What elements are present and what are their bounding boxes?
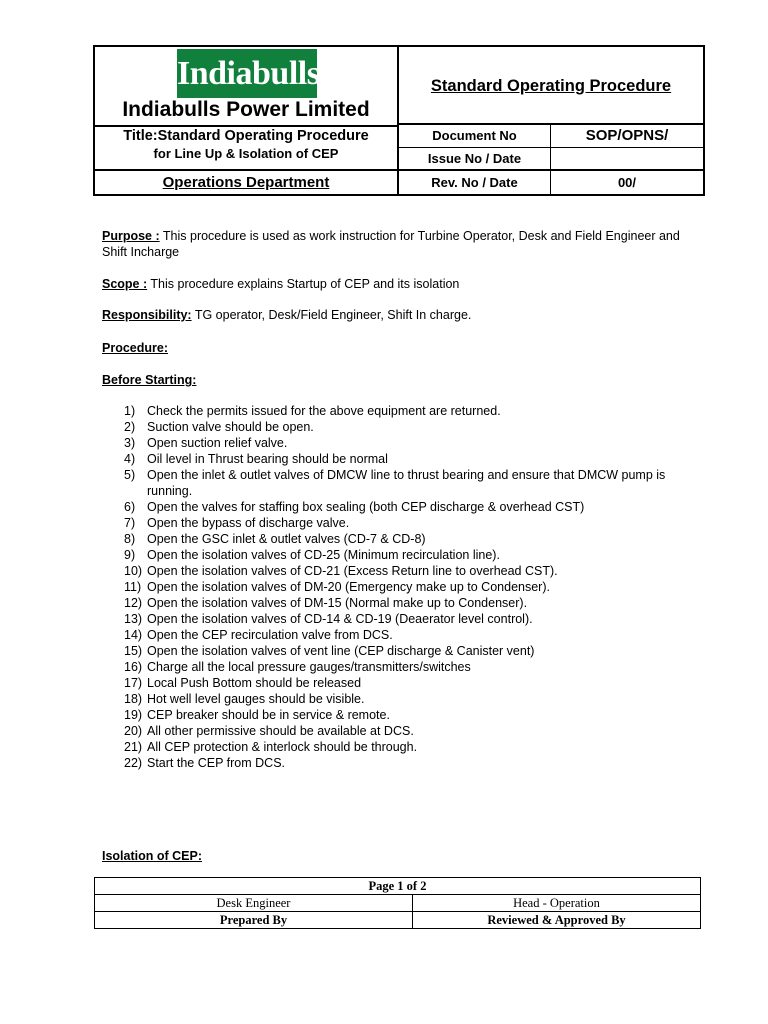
step-number: 12) <box>124 596 143 610</box>
purpose-section <box>102 228 682 260</box>
procedure-step <box>124 467 689 499</box>
company-logo: Indiabulls <box>177 49 317 98</box>
step-number: 17) <box>124 676 143 690</box>
step-number: 1) <box>124 404 136 418</box>
procedure-step <box>124 579 689 595</box>
step-number: 3) <box>124 436 136 450</box>
procedure-step <box>124 451 689 467</box>
step-text: Suction valve should be open. <box>147 420 314 434</box>
responsibility-text: TG operator, Desk/Field Engineer, Shift In charge. <box>191 308 472 322</box>
document-no-label: Document No <box>432 128 517 143</box>
procedure-step <box>124 531 689 547</box>
revision-value: 00/ <box>617 175 637 190</box>
signature-table <box>94 877 701 929</box>
step-number: 7) <box>124 516 136 530</box>
step-text: Open suction relief valve. <box>147 436 288 450</box>
procedure-step <box>124 435 689 451</box>
scope-section <box>102 276 682 292</box>
step-text: Open the inlet & outlet valves of DMCW line to thrust bearing and ensure that DMCW pump is running. <box>147 468 666 498</box>
revision-label: Rev. No / Date <box>431 175 518 190</box>
procedure-step <box>124 595 689 611</box>
step-number: 10) <box>124 564 143 578</box>
procedure-step <box>124 563 689 579</box>
approved-by-caption: Reviewed & Approved By <box>413 912 701 929</box>
step-number: 13) <box>124 612 143 626</box>
prepared-by-role: Desk Engineer <box>95 895 413 912</box>
step-text: Charge all the local pressure gauges/transmitters/switches <box>147 660 471 674</box>
step-number: 14) <box>124 628 143 642</box>
step-text: Open the bypass of discharge valve. <box>147 516 350 530</box>
scope-text: This procedure explains Startup of CEP and its isolation <box>147 277 460 291</box>
step-text: Open the isolation valves of DM-20 (Emergency make up to Condenser). <box>147 580 550 594</box>
page-number: Page 1 of 2 <box>95 878 701 895</box>
procedure-heading: Procedure: <box>102 341 168 355</box>
step-number: 16) <box>124 660 143 674</box>
step-number: 8) <box>124 532 136 546</box>
title-line-1: Title:Standard Operating Procedure <box>123 128 369 144</box>
procedure-step <box>124 659 689 675</box>
document-header <box>93 45 705 196</box>
procedure-step <box>124 499 689 515</box>
document-no-value: SOP/OPNS/ <box>585 127 669 144</box>
step-number: 15) <box>124 644 143 658</box>
procedure-step <box>124 419 689 435</box>
issue-label: Issue No / Date <box>427 151 522 166</box>
step-text: Open the isolation valves of CD-21 (Excess Return line to overhead CST). <box>147 564 558 578</box>
step-text: Check the permits issued for the above equipment are returned. <box>147 404 501 418</box>
step-number: 19) <box>124 708 143 722</box>
procedure-step <box>124 691 689 707</box>
step-number: 20) <box>124 724 143 738</box>
step-number: 4) <box>124 452 136 466</box>
procedure-step <box>124 643 689 659</box>
step-text: Open the isolation valves of DM-15 (Normal make up to Condenser). <box>147 596 528 610</box>
step-text: All other permissive should be available at DCS. <box>147 724 414 738</box>
step-text: Open the isolation valves of vent line (CEP discharge & Canister vent) <box>147 644 535 658</box>
procedure-step <box>124 739 689 755</box>
step-text: Start the CEP from DCS. <box>147 756 286 770</box>
step-text: Open the CEP recirculation valve from DCS. <box>147 628 393 642</box>
step-number: 11) <box>124 580 142 594</box>
before-starting-heading: Before Starting: <box>102 373 197 387</box>
step-number: 21) <box>124 740 143 754</box>
step-number: 2) <box>124 420 136 434</box>
procedure-step <box>124 547 689 563</box>
purpose-text: This procedure is used as work instruction for Turbine Operator, Desk and Field Engineer and Shift Incharge <box>102 229 680 259</box>
step-text: Hot well level gauges should be visible. <box>147 692 365 706</box>
procedure-step <box>124 723 689 739</box>
step-text: Oil level in Thrust bearing should be normal <box>147 452 388 466</box>
step-number: 18) <box>124 692 143 706</box>
step-text: Open the valves for staffing box sealing (both CEP discharge & overhead CST) <box>147 500 585 514</box>
purpose-label: Purpose : <box>102 229 160 243</box>
company-name: Indiabulls Power Limited <box>122 98 370 121</box>
department-name: Operations Department <box>162 174 330 191</box>
prepared-by-caption: Prepared By <box>95 912 413 929</box>
step-number: 22) <box>124 756 143 770</box>
sop-heading: Standard Operating Procedure <box>430 77 672 95</box>
step-text: All CEP protection & interlock should be through. <box>147 740 418 754</box>
step-number: 5) <box>124 468 136 482</box>
step-text: Open the isolation valves of CD-25 (Minimum recirculation line). <box>147 548 500 562</box>
responsibility-label: Responsibility: <box>102 308 192 322</box>
step-number: 6) <box>124 500 136 514</box>
responsibility-section <box>102 307 682 323</box>
procedure-steps-list <box>124 403 689 771</box>
document-title <box>95 127 397 163</box>
scope-label: Scope : <box>102 277 148 291</box>
approved-by-role: Head - Operation <box>413 895 701 912</box>
procedure-step <box>124 403 689 419</box>
procedure-step <box>124 515 689 531</box>
isolation-heading: Isolation of CEP: <box>102 849 202 863</box>
title-line-2: for Line Up & Isolation of CEP <box>153 146 339 161</box>
step-number: 9) <box>124 548 136 562</box>
step-text: CEP breaker should be in service & remote. <box>147 708 390 722</box>
step-text: Local Push Bottom should be released <box>147 676 362 690</box>
procedure-step <box>124 755 689 771</box>
procedure-step <box>124 627 689 643</box>
step-text: Open the GSC inlet & outlet valves (CD-7 & CD-8) <box>147 532 426 546</box>
procedure-step <box>124 675 689 691</box>
step-text: Open the isolation valves of CD-14 & CD-19 (Deaerator level control). <box>147 612 533 626</box>
procedure-step <box>124 611 689 627</box>
procedure-step <box>124 707 689 723</box>
